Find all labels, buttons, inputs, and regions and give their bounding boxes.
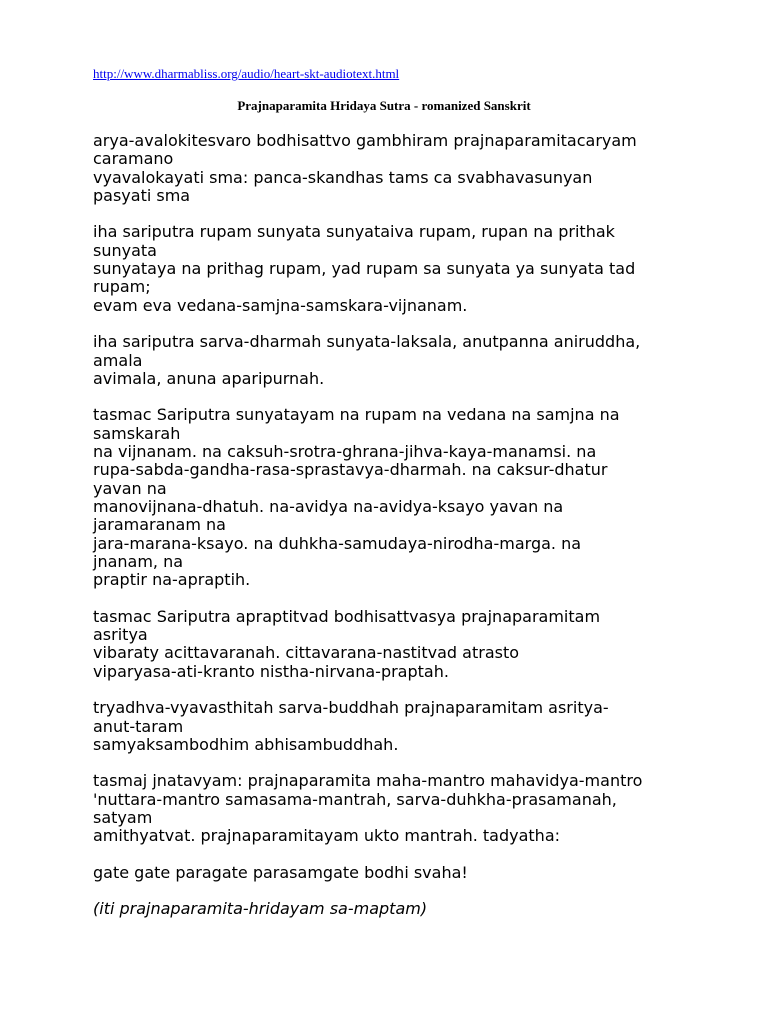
text-line: tasmac Sariputra apraptitvad bodhisattvasya prajnaparamitam bbox=[93, 606, 601, 626]
text-line: caramano bbox=[93, 149, 174, 169]
text-line: anut-taram bbox=[93, 716, 184, 736]
text-line: jara-marana-ksayo. na duhkha-samudaya-nirodha-marga. na bbox=[93, 533, 582, 553]
text-line: amala bbox=[93, 350, 143, 370]
text-line: jnanam, na bbox=[93, 551, 184, 571]
text-line: arya-avalokitesvaro bodhisattvo gambhiram prajnaparamitacaryam bbox=[93, 131, 637, 150]
paragraph-1 bbox=[93, 132, 693, 205]
text-line: evam eva vedana-samjna-samskara-vijnanam. bbox=[93, 295, 468, 315]
text-line: rupa-sabda-gandha-rasa-sprastavya-dharmah. na caksur-dhatur bbox=[93, 460, 608, 480]
paragraph-4 bbox=[93, 406, 693, 589]
text-line: jaramaranam na bbox=[93, 515, 226, 535]
paragraph-2 bbox=[93, 223, 693, 314]
paragraph-3 bbox=[93, 333, 693, 388]
text-line: 'nuttara-mantro samasama-mantrah, sarva-duhkha-prasamanah, bbox=[93, 789, 617, 809]
text-line: na vijnanam. na caksuh-srotra-ghrana-jihva-kaya-manamsi. na bbox=[93, 442, 597, 462]
closing-line bbox=[93, 900, 693, 918]
text-line: avimala, anuna aparipurnah. bbox=[93, 368, 325, 388]
text-line: tasmac Sariputra sunyatayam na rupam na vedana na samjna na bbox=[93, 405, 620, 425]
text-line: pasyati sma bbox=[93, 185, 191, 205]
text-line: manovijnana-dhatuh. na-avidya na-avidya-ksayo yavan na bbox=[93, 496, 564, 516]
text-line: satyam bbox=[93, 807, 153, 827]
text-line: viparyasa-ati-kranto nistha-nirvana-praptah. bbox=[93, 661, 449, 681]
text-line: praptir na-apraptih. bbox=[93, 570, 251, 590]
text-line: sunyata bbox=[93, 240, 157, 260]
paragraph-6 bbox=[93, 699, 693, 754]
paragraph-8-mantra bbox=[93, 864, 693, 882]
text-line: (iti prajnaparamita-hridayam sa-maptam) bbox=[93, 899, 428, 919]
text-line: iha sariputra rupam sunyata sunyataiva rupam, rupan na prithak bbox=[93, 222, 615, 242]
paragraph-7 bbox=[93, 772, 693, 845]
text-line: samskarah bbox=[93, 423, 181, 443]
sutra-body bbox=[93, 132, 693, 937]
paragraph-5 bbox=[93, 608, 693, 681]
text-line: amithyatvat. prajnaparamitayam ukto mantrah. tadyatha: bbox=[93, 826, 561, 846]
text-line: vibaraty acittavaranah. cittavarana-nastitvad atrasto bbox=[93, 643, 520, 663]
text-line: vyavalokayati sma: panca-skandhas tams ca svabhavasunyan bbox=[93, 167, 593, 187]
text-line: iha sariputra sarva-dharmah sunyata-laksala, anutpanna aniruddha, bbox=[93, 332, 641, 352]
document-title: Prajnaparamita Hridaya Sutra - romanized Sanskrit bbox=[237, 98, 531, 113]
text-line: asritya bbox=[93, 625, 148, 645]
text-line: sunyataya na prithag rupam, yad rupam sa sunyata ya sunyata tad bbox=[93, 259, 636, 279]
source-url-link[interactable]: http://www.dharmabliss.org/audio/heart-skt-audiotext.html bbox=[93, 66, 400, 81]
text-line: tryadhva-vyavasthitah sarva-buddhah prajnaparamitam asritya- bbox=[93, 698, 609, 718]
text-line: samyaksambodhim abhisambuddhah. bbox=[93, 734, 399, 754]
text-line: yavan na bbox=[93, 478, 167, 498]
text-line: rupam; bbox=[93, 277, 151, 297]
text-line: tasmaj jnatavyam: prajnaparamita maha-mantro mahavidya-mantro bbox=[93, 771, 643, 791]
text-line: gate gate paragate parasamgate bodhi svaha! bbox=[93, 862, 468, 882]
